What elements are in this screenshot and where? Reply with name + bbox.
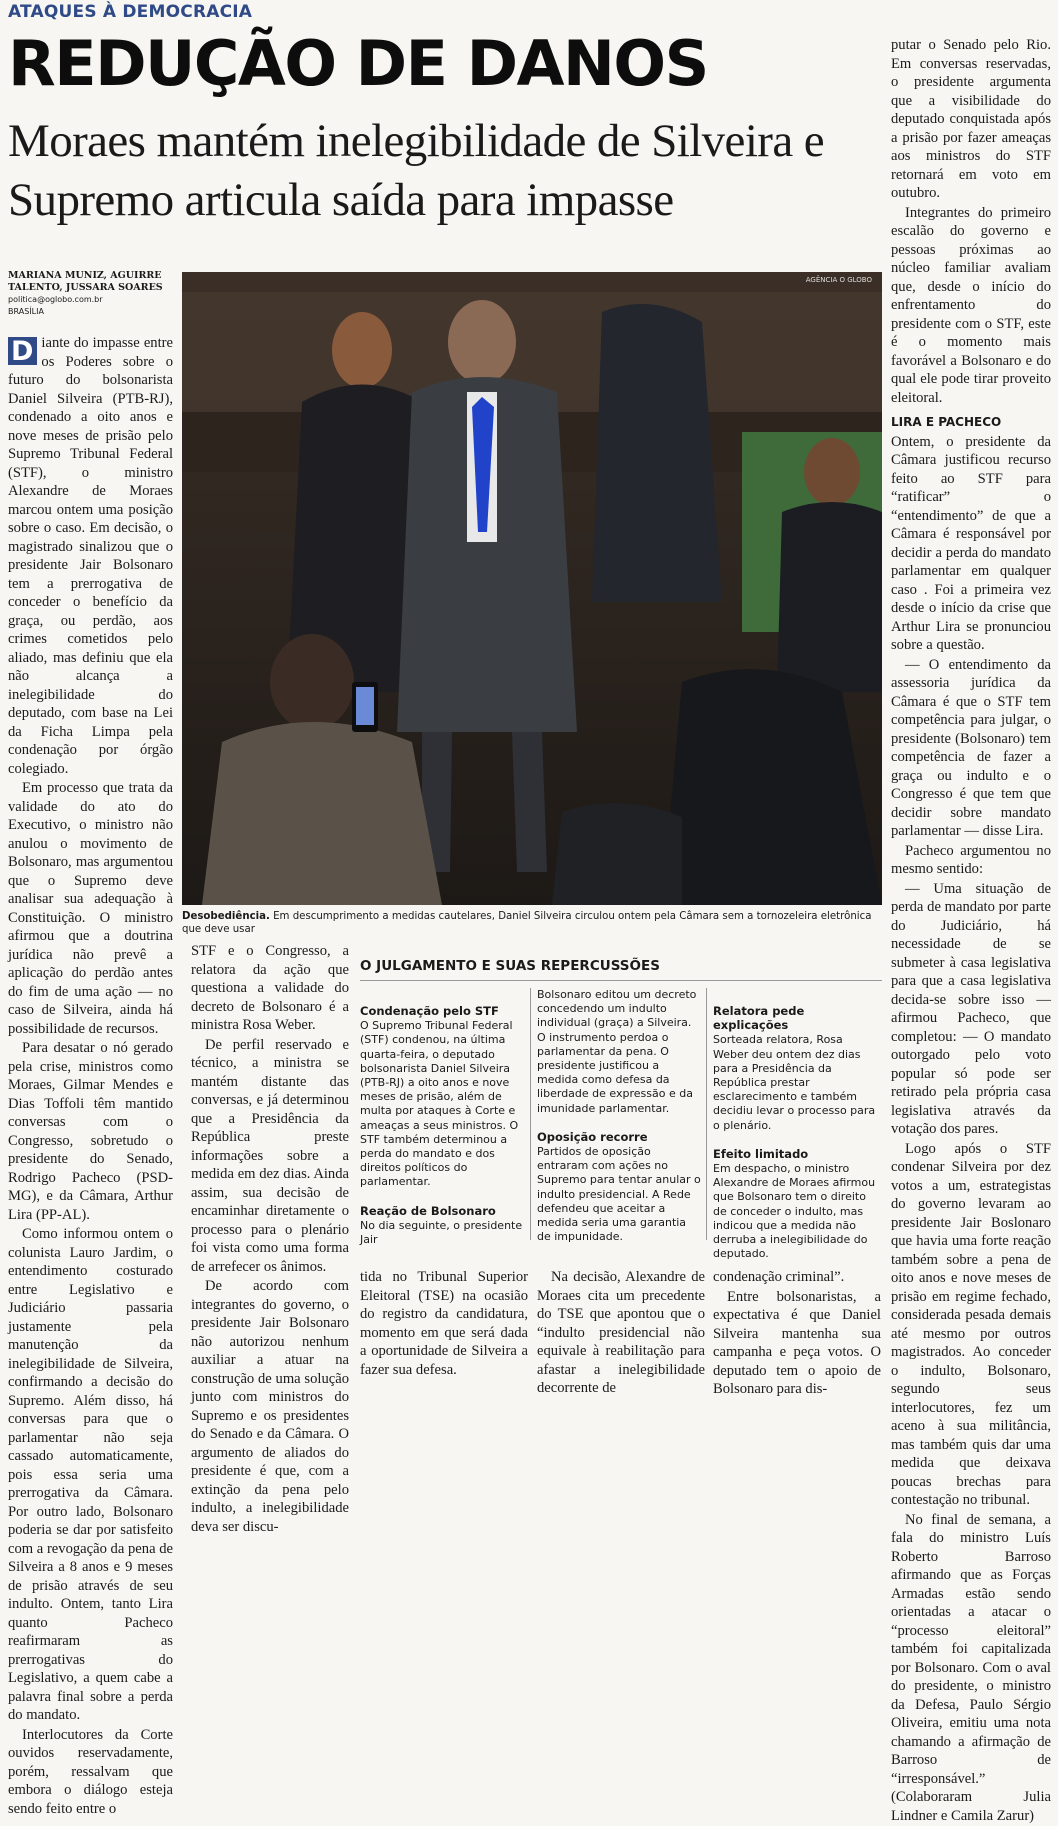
article-paragraph: De acordo com integrantes do governo, o presidente Jair Bolsonaro não autorizou nenhum auxiliar a atuar na construção de uma solução junto com ministros do Supremo e os presidentes do Senado e da Câmara. O argumento de aliados do presidente é que, com a extinção da pena pelo indulto, a inelegibilidade deva ser discu- <box>191 1278 349 1535</box>
photo-caption <box>182 910 882 936</box>
article-paragraph: Interlocutores da Corte ouvidos reservadamente, porém, ressalvam que embora o diálogo esteja sendo feito entre o <box>8 1726 173 1817</box>
article-paragraph: Para desatar o nó gerado pela crise, ministros como Moraes, Gilmar Mendes e Dias Toffoli têm mantido conversas com o Congresso, sobretudo o presidente do Senado, Rodrigo Pacheco (PSD-MG), e da Câmara, Arthur Lira (PP-AL). <box>8 1040 173 1223</box>
column-divider <box>530 988 531 1240</box>
drop-cap: D <box>8 337 37 365</box>
article-paragraph: Integrantes do primeiro escalão do governo e pessoas próximas ao núcleo familiar avaliam que, desde o início do enfrentamento do presidente com o STF, este é o momento mais favorável a Bolsonaro e do qual ele pode tirar proveito eleitoral. <box>891 204 1051 406</box>
article-paragraph: Na decisão, Alexandre de Moraes cita um precedente do TSE que apontou que o “indulto presidencial não equivale à reabilitação para afastar a inelegibilidade decorrente de <box>537 1269 705 1396</box>
infobox-column-2 <box>537 988 702 1244</box>
news-photo <box>182 272 882 905</box>
infobox-heading: Condenação pelo STF <box>360 1004 499 1018</box>
infobox-text: Bolsonaro editou um decreto concedendo um indulto individual (graça) a Silveira. O instrumento perdoa o parlamentar da pena. O presidente justificou a medida como defesa da liberdade de expressão e da imunidade parlamentar. <box>537 988 697 1115</box>
infobox-heading: Oposição recorre <box>537 1129 648 1144</box>
infobox-heading: Relatora pede explicações <box>713 1004 805 1033</box>
headline: REDUÇÃO DE DANOS <box>8 27 708 100</box>
byline-authors: MARIANA MUNIZ, AGUIRRE TALENTO, JUSSARA SOARES <box>8 270 163 293</box>
article-column-1 <box>8 334 173 1819</box>
article-paragraph: No final de semana, a fala do ministro Luís Roberto Barroso afirmando que as Forças Armadas estão sendo orientadas a atacar o “processo eleitoral” também foi capitalizada por Bolsonaro. Com o aval do presidente, o ministro da Defesa, Paulo Sérgio Oliveira, emitiu uma nota chamando a afirmação de Barroso de “irresponsável.” (Colaboraram Julia Lindner e Camila Zarur) <box>891 1511 1051 1824</box>
subheadline: Moraes mantém inelegibilidade de Silveira e Supremo articula saída para impasse <box>8 115 825 226</box>
infobox-text: O Supremo Tribunal Federal (STF) condenou, na última quarta-feira, o deputado bolsonarista Daniel Silveira (PTB-RJ) a oito anos e nove meses de prisão, além de multa por ataques à Corte e ameaças a seus ministros. O STF também determinou a perda do mandato e dos direitos políticos do parlamentar. <box>360 1019 519 1189</box>
byline <box>8 270 173 318</box>
infobox-text: Em despacho, o ministro Alexandre de Moraes afirmou que Bolsonaro tem o direito de conceder o indulto, mas indicou que a medida não derruba a inelegibilidade do deputado. <box>713 1162 876 1261</box>
caption-text: Em descumprimento a medidas cautelares, Daniel Silveira circulou ontem pela Câmara sem a tornozeleira eletrônica que deve usar <box>182 911 872 935</box>
article-column-6 <box>891 36 1051 1826</box>
article-paragraph: Em processo que trata da validade do ato do Executivo, o ministro não anulou o movimento de Bolsonaro, mas argumentou que o Supremo deve analisar sua adequação à Constituição. O ministro afirmou que a doutrina jurídica não prevê a aplicação do perdão antes do fim de uma ação — no caso de Silveira, ainda há possibilidade de recursos. <box>8 780 173 1037</box>
column-divider <box>706 988 707 1240</box>
article-paragraph: D iante do impasse entre os Poderes sobre o futuro do bolsonarista Daniel Silveira (PTB-RJ), condenado a oito anos e nove meses de prisão pelo Supremo Tribunal Federal (STF), o ministro Alexandre de Moraes marcou ontem uma posição sobre o caso. Em decisão, o magistrado sinalizou que o presidente Jair Bolsonaro tem a prerrogativa de conceder o benefício da graça, ou perdão, aos crimes cometidos pelo aliado, mas definiu que ela não alcança a inelegibilidade do deputado, com base na Lei da Ficha Limpa pela condenação por órgão colegiado. <box>8 335 173 777</box>
infobox-column-3 <box>713 1004 878 1261</box>
article-column-3 <box>360 1268 528 1380</box>
article-paragraph: Pacheco argumentou no mesmo sentido: <box>891 842 1051 877</box>
article-paragraph: De perfil reservado e técnico, a ministra se mantém distante das conversas, e já determinou que a Presidência da República preste informações sobre a medida em dez dias. Ainda assim, sua decisão de encaminhar diretamente o processo para o plenário foi vista como uma forma de arrefecer os ânimos. <box>191 1036 349 1275</box>
infobox-title: O JULGAMENTO E SUAS REPERCUSSÕES <box>360 958 882 981</box>
article-column-5 <box>713 1268 881 1400</box>
article-paragraph: Entre bolsonaristas, a expectativa é que Daniel Silveira mantenha sua campanha e peça votos. O deputado tem o apoio de Bolsonaro para dis- <box>713 1288 881 1397</box>
article-column-4 <box>537 1268 705 1399</box>
photo-illustration <box>182 272 882 905</box>
article-paragraph: Ontem, o presidente da Câmara justificou recurso feito ao STF para “ratificar” o “entendimento” de que a Câmara é responsável por decidir a perda do mandato parlamentar em qualquer caso . Foi a primeira vez desde o início da crise que Arthur Lira se pronunciou sobre a questão. <box>891 433 1051 653</box>
article-paragraph: Logo após o STF condenar Silveira por dez votos a um, estrategistas do governo levaram ao presidente Jair Boslonaro que havia uma forte reação também sobre a pena de oito anos e nove meses de prisão em regime fechado, considerada pesada demais até mesmo por outros magistrados. Ao conceder o indulto, Bolsonaro, segundo seus interlocutores, fez um aceno à sua militância, mas também quis dar uma medida que deixava poucas brechas para contestação no tribunal. <box>891 1140 1051 1508</box>
article-paragraph: tida no Tribunal Superior Eleitoral (TSE) na ocasião do registro da candidatura, momento em que será dada a oportunidade de Silveira a fazer sua defesa. <box>360 1269 528 1378</box>
caption-label: Desobediência. <box>182 911 270 922</box>
article-paragraph: putar o Senado pelo Rio. Em conversas reservadas, o presidente argumenta que a visibilidade do deputado conquistada após a prisão por fazer ameaças aos ministros do STF retornará em voto em outubro. <box>891 37 1051 201</box>
section-subhead: LIRA E PACHECO <box>891 415 1002 429</box>
article-paragraph: Como informou ontem o colunista Lauro Jardim, o entendimento costurado entre Legislativo e Judiciário passaria justamente pela manutenção da inelegibilidade de Silveira, confirmando a decisão do Supremo. Além disso, há conversas para que o parlamentar não seja cassado automaticamente, pois essa seria uma prerrogativa da Câmara. Por outro lado, Bolsonaro poderia se dar por satisfeito com a revogação da pena de Silveira a 8 anos e 9 meses de prisão através de seu indulto. Ontem, tanto Lira quanto Pacheco reafirmaram as prerrogativas do Legislativo, a quem cabe a palavra final sobre a perda do mandato. <box>8 1226 173 1723</box>
article-paragraph: condenação criminal”. <box>713 1269 845 1285</box>
article-paragraph: — O entendimento da assessoria jurídica da Câmara é que o STF tem competência para julgar, o presidente (Bolsonaro) tem competência de fazer a graça ou indulto e o Congresso é que tem que decidir sobre mandato parlamentar — disse Lira. <box>891 656 1051 839</box>
infobox-text: No dia seguinte, o presidente Jair <box>360 1218 523 1247</box>
byline-email[interactable]: politica@oglobo.com.br <box>8 295 103 304</box>
article-paragraph: — Uma situação de perda de mandato por parte do Judiciário, há necessidade de se submeter à casa legislativa para que a casa legislativa decida-se sobre isso — afirmou Pacheco, que completou: — O mandato outorgado pelo voto popular só pode ser retirado pela própria casa legislativa através da votação dos pares. <box>891 880 1051 1137</box>
infobox-heading: Efeito limitado <box>713 1146 809 1161</box>
infobox-text: Sorteada relatora, Rosa Weber deu ontem dez dias para a Presidência da República prestar esclarecimento e também decidiu levar o processo para o plenário. <box>713 1033 876 1132</box>
infobox-heading: Reação de Bolsonaro <box>360 1203 496 1218</box>
byline-city: BRASÍLIA <box>8 307 44 316</box>
article-paragraph: STF e o Congresso, a relatora da ação que questiona a validade do decreto de Bolsonaro é a ministra Rosa Weber. <box>191 943 349 1033</box>
photo-credit: AGÊNCIA O GLOBO <box>805 276 872 284</box>
article-column-2 <box>191 942 349 1537</box>
infobox-column-1 <box>360 1004 525 1247</box>
section-kicker: ATAQUES À DEMOCRACIA <box>8 2 253 22</box>
infobox-text: Partidos de oposição entraram com ações no Supremo para tentar anular o indulto presidencial. A Rede defendeu que aceitar a medida seria uma garantia de impunidade. <box>537 1145 701 1244</box>
